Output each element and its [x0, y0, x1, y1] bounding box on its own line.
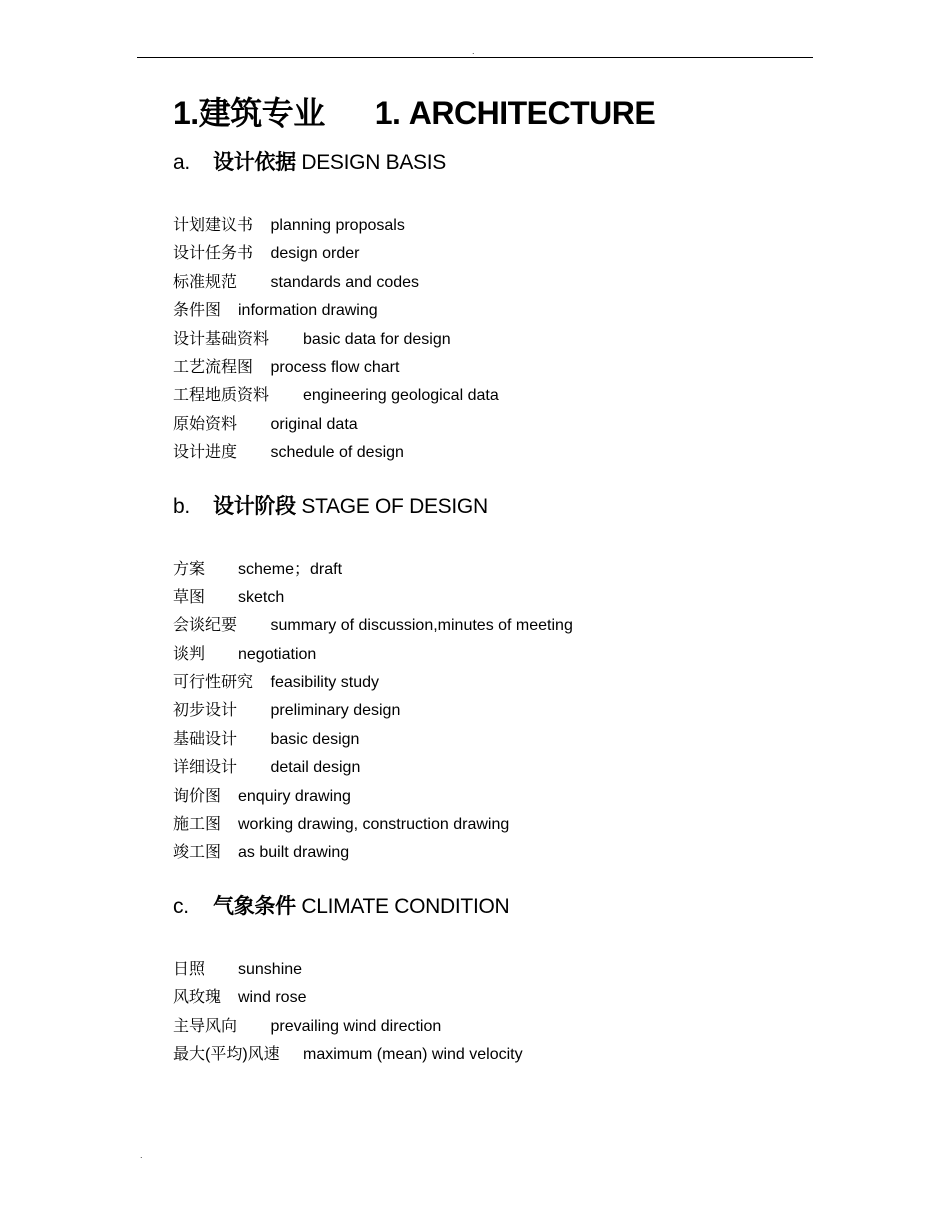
term-row	[173, 297, 813, 325]
term-en: schedule of design	[270, 444, 404, 462]
header-rule	[137, 57, 813, 58]
section-heading	[173, 892, 813, 922]
term-row	[173, 439, 813, 467]
term-row	[173, 641, 813, 669]
term-en: preliminary design	[270, 702, 401, 720]
term-row	[173, 326, 813, 354]
term-row	[173, 584, 813, 612]
page-title	[173, 90, 813, 136]
term-zh: 基础设计	[173, 730, 238, 748]
term-zh: 方案	[173, 560, 206, 578]
term-row	[173, 726, 813, 754]
section-design-basis	[173, 148, 813, 468]
term-en: planning proposals	[270, 217, 405, 234]
term-row	[173, 269, 813, 297]
term-row	[173, 612, 813, 640]
section-heading-en: CLIMATE CONDITION	[301, 894, 510, 918]
term-en: basic data for design	[303, 330, 451, 348]
term-en: basic design	[270, 730, 360, 748]
term-list	[173, 556, 813, 868]
term-zh: 风玫瑰	[173, 989, 222, 1007]
term-zh: 草图	[173, 588, 206, 606]
term-en: design order	[270, 245, 360, 263]
term-row	[173, 697, 813, 725]
term-zh: 谈判	[173, 645, 206, 663]
term-list	[173, 212, 813, 468]
section-heading	[173, 148, 813, 178]
section-heading-zh: 设计依据	[213, 151, 296, 174]
term-row	[173, 783, 813, 811]
page-title-zh: 1.建筑专业	[173, 95, 325, 131]
section-stage-of-design	[173, 492, 813, 868]
term-zh: 标准规范	[173, 273, 238, 291]
term-en: as built drawing	[238, 844, 350, 862]
term-en: information drawing	[238, 302, 378, 320]
term-zh: 条件图	[173, 302, 222, 320]
term-row	[173, 669, 813, 697]
term-en: scheme；draft	[238, 560, 343, 578]
section-heading-zh: 设计阶段	[213, 494, 296, 518]
term-en: enquiry drawing	[238, 787, 351, 805]
term-en: original data	[270, 415, 358, 433]
section-letter: c.	[173, 894, 189, 918]
term-zh: 设计任务书	[173, 245, 254, 263]
term-en: sunshine	[238, 960, 303, 978]
term-zh: 会谈纪要	[173, 617, 238, 635]
term-zh: 施工图	[173, 816, 222, 834]
term-en: standards and codes	[270, 273, 420, 291]
term-row	[173, 411, 813, 439]
term-en: maximum (mean) wind velocity	[303, 1045, 523, 1063]
term-zh: 日照	[173, 960, 206, 978]
term-zh: 详细设计	[173, 759, 238, 777]
term-zh: 可行性研究	[173, 674, 254, 692]
term-row	[173, 240, 813, 268]
term-zh: 主导风向	[173, 1017, 238, 1035]
section-heading-zh: 气象条件	[213, 894, 296, 918]
term-zh: 初步设计	[173, 702, 238, 720]
term-en: wind rose	[238, 989, 307, 1007]
section-heading-en: STAGE OF DESIGN	[301, 494, 488, 518]
page-title-en: 1. ARCHITECTURE	[374, 95, 656, 131]
term-list	[173, 956, 813, 1070]
term-en: engineering geological data	[303, 387, 499, 405]
term-en: sketch	[238, 588, 285, 606]
term-row	[173, 839, 813, 867]
term-row	[173, 754, 813, 782]
section-heading-en: DESIGN BASIS	[301, 151, 446, 174]
footer-mark: .	[140, 1150, 143, 1160]
section-letter: a.	[173, 151, 190, 174]
section-letter: b.	[173, 494, 190, 518]
term-en: negotiation	[238, 645, 317, 663]
header-mark: .	[472, 46, 475, 56]
term-en: summary of discussion,minutes of meeting	[270, 617, 573, 635]
term-en: working drawing, construction drawing	[238, 816, 510, 834]
term-zh: 原始资料	[173, 415, 238, 433]
term-row	[173, 1013, 813, 1041]
section-climate-condition	[173, 892, 813, 1070]
term-zh: 计划建议书	[173, 217, 254, 234]
term-row	[173, 382, 813, 410]
term-row	[173, 354, 813, 382]
term-zh: 最大(平均)风速	[173, 1045, 280, 1063]
term-row	[173, 212, 813, 240]
term-zh: 设计进度	[173, 444, 238, 462]
term-zh: 工艺流程图	[173, 358, 254, 376]
term-zh: 竣工图	[173, 844, 222, 862]
term-zh: 工程地质资料	[173, 387, 270, 405]
term-zh: 设计基础资料	[173, 330, 270, 348]
term-en: prevailing wind direction	[270, 1017, 442, 1035]
term-en: detail design	[270, 759, 361, 777]
term-row	[173, 1041, 813, 1069]
document-body	[173, 90, 813, 1069]
term-row	[173, 556, 813, 584]
term-en: process flow chart	[270, 358, 400, 376]
term-zh: 询价图	[173, 787, 222, 805]
term-row	[173, 811, 813, 839]
term-row	[173, 984, 813, 1012]
section-heading	[173, 492, 813, 522]
term-row	[173, 956, 813, 984]
term-en: feasibility study	[270, 674, 379, 692]
